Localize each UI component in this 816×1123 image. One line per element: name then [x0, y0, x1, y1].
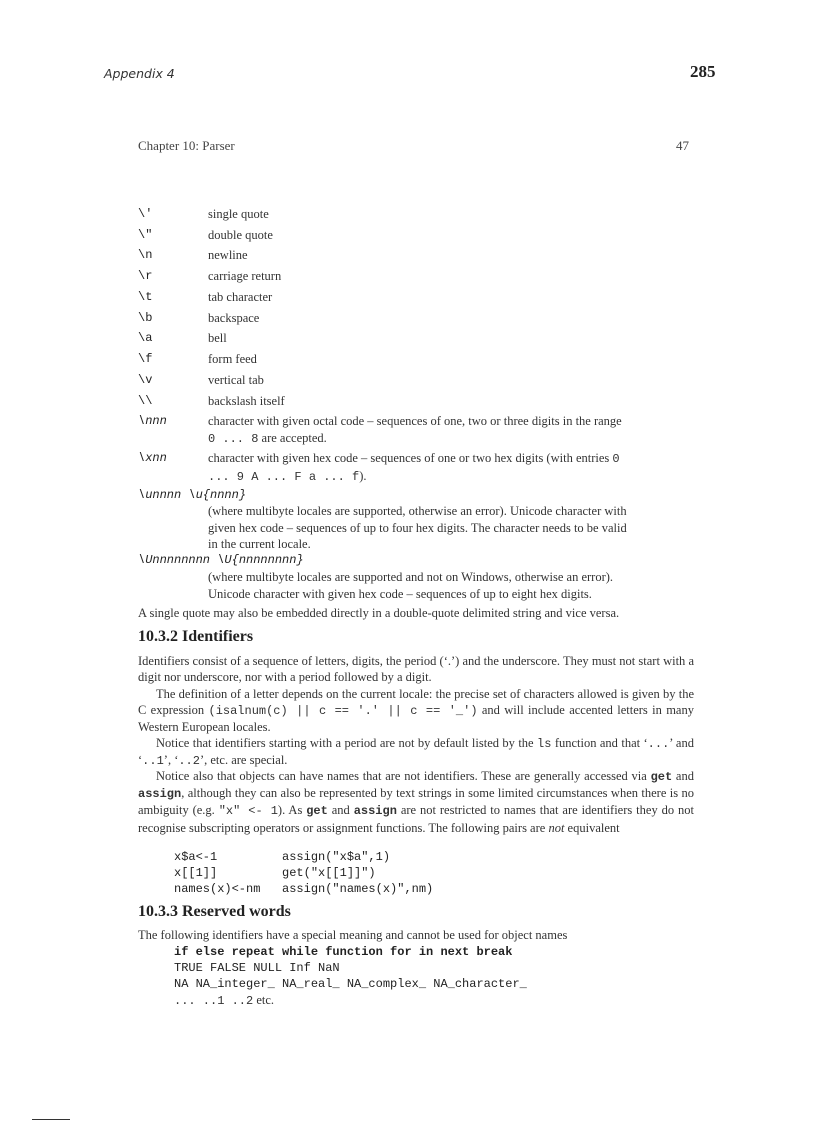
single-quote-note: A single quote may also be embedded directly in a double-quote delimited string and vice versa.	[138, 606, 620, 620]
text-run: ’, etc. are special.	[199, 753, 288, 768]
desc-line: Unicode character with given hex code – sequences of up to eight hex digits.	[208, 586, 592, 601]
section-heading-identifiers: 10.3.2 Identifiers	[138, 628, 254, 645]
appendix-label: Appendix 4	[104, 66, 175, 81]
escape-code: \Unnnnnnnn \U{nnnnnnnn}	[138, 553, 304, 567]
escape-code: \'	[138, 207, 153, 221]
escape-desc	[208, 569, 694, 602]
escape-code: \xnn	[138, 451, 167, 465]
text-run: and will include accented letters in many Western European locales.	[138, 703, 694, 735]
code-pair: names(x)<-nm assign("names(x)",nm)	[174, 882, 434, 896]
inline-code: ..2	[178, 754, 200, 769]
code-pair: x$a<-1 assign("x$a",1)	[174, 850, 391, 864]
escape-desc	[208, 450, 696, 486]
text-run: and	[672, 769, 694, 783]
reserved-line: if else repeat while function for in next break	[174, 945, 513, 959]
chapter-title: Chapter 10: Parser	[138, 138, 235, 153]
escape-desc	[208, 503, 694, 553]
text-run: , although they can also be represented by text strings in some limited circumstances when there is no ambiguity (e.g.	[138, 786, 694, 818]
inline-code: 0 ... 8	[208, 432, 259, 446]
desc-text: are accepted.	[258, 431, 327, 445]
escape-desc: backspace	[208, 311, 260, 325]
escape-code: \"	[138, 228, 153, 242]
text-run: equivalent	[564, 820, 620, 835]
desc-text: character with given hex code – sequences of one or two hex digits (with entries	[208, 451, 610, 465]
text-run: and	[327, 803, 354, 818]
code-pair: x[[1]] get("x[[1]]")	[174, 866, 376, 880]
escape-desc: vertical tab	[208, 373, 264, 387]
desc-line	[208, 468, 696, 486]
escape-code: \n	[138, 248, 153, 262]
reserved-intro: The following identifiers have a special meaning and cannot be used for object names	[138, 928, 568, 942]
text-run: are not restricted to names that are identifiers they do not recognise subscripting operators or assignment functions. The following pairs are	[138, 803, 694, 835]
section-heading-reserved-words: 10.3.3 Reserved words	[138, 903, 291, 920]
desc-line: given hex code – sequences of up to four hex digits. The character needs to be valid	[208, 520, 627, 535]
escape-desc: tab character	[208, 290, 273, 304]
text-run: Notice also that objects can have names that are not identifiers. These are generally accessed via	[156, 769, 651, 783]
inline-code: ..1	[142, 754, 164, 769]
escape-desc: form feed	[208, 352, 257, 366]
escape-desc: single quote	[208, 207, 269, 221]
escape-desc: carriage return	[208, 269, 282, 283]
chapter-page-number: 47	[676, 138, 689, 153]
identifiers-paragraph-4	[138, 768, 694, 836]
inline-code: (isalnum(c) || c == '.' || c == '_')	[208, 704, 478, 719]
inline-code: ...	[647, 737, 670, 751]
desc-line: character with given octal code – sequences of one, two or three digits in the range	[208, 414, 622, 428]
inline-code: get	[306, 804, 328, 819]
escape-code: \\	[138, 394, 153, 408]
desc-line: (where multibyte locales are supported, otherwise an error). Unicode character with	[208, 504, 627, 518]
escape-code: \a	[138, 331, 153, 345]
escape-desc: bell	[208, 331, 227, 345]
desc-line: (where multibyte locales are supported and not on Windows, otherwise an error).	[208, 570, 614, 584]
inline-code: 0	[612, 452, 620, 466]
text-run: function and that ‘	[551, 736, 648, 750]
escape-code: \t	[138, 290, 153, 304]
text-run: The definition of a letter depends on the current locale: the precise set of characters allowed is given by the C expression	[138, 687, 694, 718]
inline-code: assign	[353, 804, 397, 819]
escape-code: \unnnn \u{nnnn}	[138, 488, 247, 502]
escape-code: \nnn	[138, 414, 167, 428]
page-number: 285	[690, 62, 716, 81]
inline-code: get	[650, 770, 673, 784]
escape-code: \b	[138, 311, 153, 325]
inline-code: ... ..1 ..2	[174, 994, 254, 1008]
escape-desc: double quote	[208, 228, 273, 242]
escape-code: \f	[138, 352, 153, 366]
desc-text: ).	[359, 469, 367, 483]
text-run: etc.	[253, 993, 275, 1007]
text-run: ’, ‘	[163, 753, 179, 768]
identifiers-paragraph-3	[138, 735, 694, 769]
desc-line: in the current locale.	[208, 537, 311, 551]
escape-desc: backslash itself	[208, 394, 285, 408]
desc-line	[208, 430, 696, 448]
escape-code: \r	[138, 269, 153, 283]
text-run: ). As	[277, 803, 307, 818]
reserved-line: NA NA_integer_ NA_real_ NA_complex_ NA_character_	[174, 977, 527, 991]
reserved-line: TRUE FALSE NULL Inf NaN	[174, 961, 340, 975]
inline-code: "x" <- 1	[218, 804, 278, 819]
identifiers-paragraph-2	[138, 686, 694, 736]
footer-rule	[32, 1119, 70, 1120]
emphasis: not	[548, 820, 565, 835]
escape-code: \v	[138, 373, 153, 387]
escape-desc: newline	[208, 248, 248, 262]
text-run: ’ and ‘	[138, 736, 694, 768]
inline-code: assign	[138, 787, 182, 802]
desc-line	[208, 450, 696, 468]
text-run: Notice that identifiers starting with a period are not by default listed by the	[156, 736, 537, 750]
reserved-line	[174, 993, 274, 1008]
inline-code: ls	[537, 737, 552, 751]
identifiers-paragraph-1: Identifiers consist of a sequence of letters, digits, the period (‘.’) and the underscore. They must not start with a digit nor underscore, nor with a period followed by a digit.	[138, 654, 694, 685]
inline-code: ... 9 A ... F a ... f	[208, 470, 360, 484]
escape-desc	[208, 413, 696, 448]
